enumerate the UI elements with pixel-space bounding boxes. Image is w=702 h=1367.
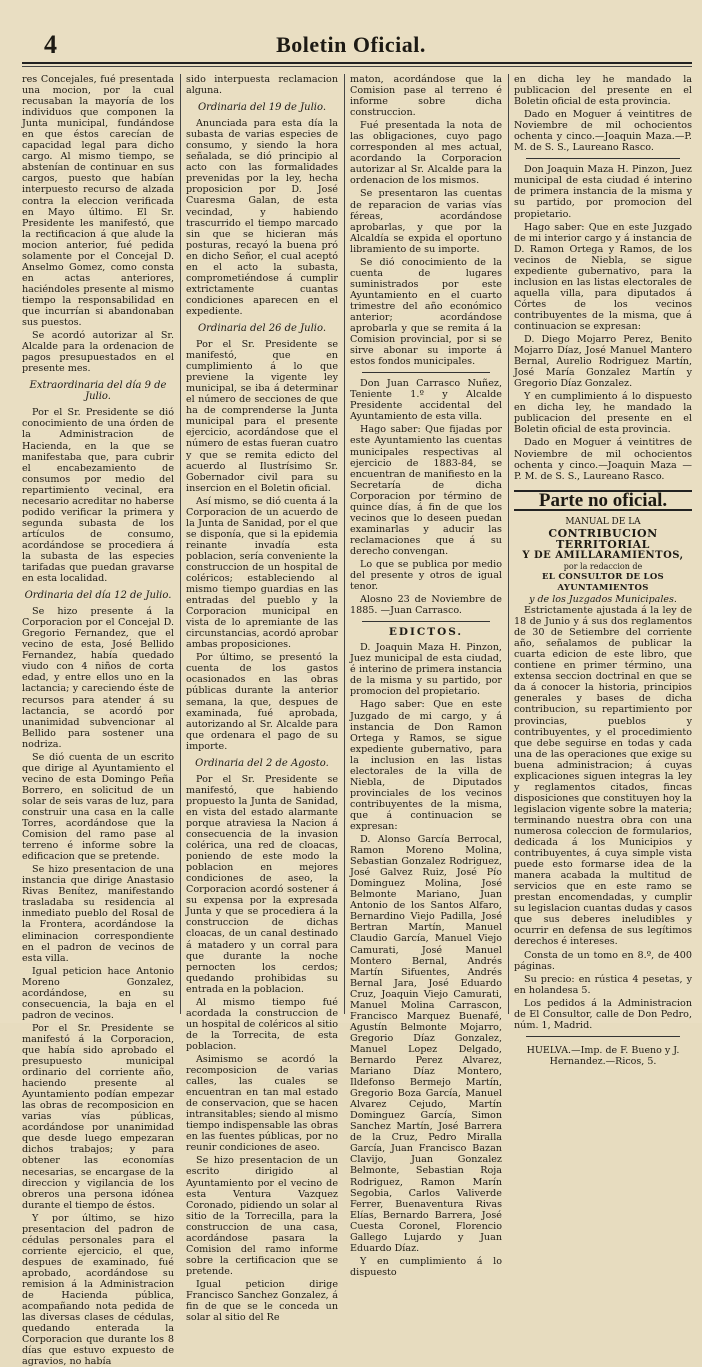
- paragraph: en dicha ley he mandado la publicacion del presente en el Boletin oficial de esta provincia.: [514, 74, 692, 108]
- header-rule-thin: [22, 66, 692, 67]
- paragraph: Dado en Moguer á veintitres de Noviembre de mil ochocientos ochenta y cinco.—Joaquin Maza.—P. M. de S. S., Laureano Rasco.: [514, 109, 692, 154]
- section-title-parte-no-oficial: Parte no oficial.: [514, 490, 692, 511]
- paragraph: Y en cumplimiento á lo dispuesto en dicha ley, he mandado la publicacion del presente en el Boletin oficial de esta provincia.: [514, 391, 692, 436]
- paragraph: Igual peticion hace Antonio Moreno Gonzalez, acordándose, en su consecuencia, la baja en el padron de vecinos.: [22, 965, 174, 1021]
- paragraph: Y en cumplimiento á lo dispuesto: [350, 1255, 502, 1278]
- section-heading: Ordinaria del 19 de Julio.: [197, 102, 327, 114]
- paragraph: res Concejales, fué presentada una mocion, por la cual recusaban la mayoría de los individuos que componen la Junta municipal, fundándose en que éstos carecían de capacidad legal para dicho cargo. Al mismo tiempo, se abstenían de continuar en sus cargos, puesto que habían interpuesto recurso de alzada contra la eleccion verificada en Mayo último. El Sr. Presidente les manifestó, que la rectificacion á que alude la mocion anterior, fué pedida solamente por el Concejal D. Anselmo Gomez, como consta en actas anteriores, haciéndoles presente al mismo tiempo la responsabilidad en que incurrían si abandonaban sus puestos.: [22, 74, 174, 329]
- advertisement-heading: [514, 517, 692, 605]
- paragraph: sido interpuesta reclamacion alguna.: [186, 74, 338, 97]
- paragraph: Fué presentada la nota de las obligaciones, cuyo pago corresponden al mes actual, acordando la Corporacion autorizar al Sr. Alcalde para la ordenacion de los mismos.: [350, 120, 502, 187]
- paragraph: Por el Sr. Presidente se manifestó á la Corporacion, que había sido aprobado el presupuesto municipal ordinario del corriente año, haciendo presente al Ayuntamiento podían empezar las obras de recomposicion en varias vías públicas, acordándose por unanimidad que desde luego empezaran dichos trabajos; y para obtener las economías necesarias, se encargase de la direccion y vigilancia de los obreros una persona idónea durante el tiempo de éstos.: [22, 1022, 174, 1211]
- paragraph: D. Alonso García Berrocal, Ramon Moreno Molina, Sebastian Gonzalez Rodriguez, José Galvez Ruiz, José Pío Dominguez Molina, José Belmonte Mariano, Juan Antonio de los Santos Alfaro, Bernardino Viejo Padilla, José Bertran Martín, Manuel Claudio García, Manuel Viejo Camurati, José Manuel Montero Bernal, Andrés Martín Sifuentes, Andrés Bernal Jara, José Eduardo Cruz, Joaquin Viejo Camurati, Manuel Molina Carrascon, Francisco Marquez Buenafé, Agustín Belmonte Mojarro, Gregorio Díaz Gonzalez, Manuel Lopez Delgado, Bernardo Perez Alvarez, Mariano Díaz Montero, Ildefonso Bermejo Martín, Gregorio Boza García, Manuel Alvarez Cejudo, Martín Dominguez García, Simon Sanchez Martín, José Barrera de la Cruz, Pedro Miralla García, Juan Francisco Bazan Clavijo, Juan Gonzalez Belmonte, Sebastian Roja Rodriguez, Ramon Marín Segobia, Carlos Valiverde Ferrer, Buenaventura Rivas Elías, Bernardo Barrera, José Cuesta Coronel, Florencio Gallego Lujardo y Juan Eduardo Díaz.: [350, 834, 502, 1254]
- column-divider: [344, 74, 345, 1014]
- paragraph: Por el Sr. Presidente se dió conocimiento de una órden de la Administracion de Hacienda, en la que se manifestaba que, para cubrir el encabezamiento de consumos por medio del repartimiento vecinal, era necesario acreditar no haberse podido verificar la primera y segunda subasta de los artículos de consumo, acordándose se procediera á la subasta de las especies tarifadas que puedan gravarse en esta localidad.: [22, 407, 174, 585]
- column-3: [350, 74, 502, 1278]
- paragraph: Por el Sr. Presidente se manifestó, que en cumplimiento á lo que previene la vigente ley municipal, se iba á determinar el número de secciones de que ha de comprenderse la Junta municipal para el presente ejercicio, acordándose que el número de estas fueran cuatro y que se remita edicto del acuerdo al Ilustrísimo Sr. Gobernador civil para su insercion en el Boletin oficial.: [186, 339, 338, 494]
- ad-line: Y DE AMILLARAMIENTOS,: [522, 549, 684, 561]
- paragraph: Su precio: en rústica 4 pesetas, y en holandesa 5.: [514, 973, 692, 996]
- paragraph: Y por último, se hizo presentacion del padron de cédulas personales para el corriente ejercicio, el que, despues de examinado, fué aprobado, acordándose su remision á la Administracion de Hacienda pública, acompañando nota pedida de las diversas clases de cédulas, quedando enterada la Corporacion que durante los 8 días que estuvo expuesto de agravios, no había: [22, 1212, 174, 1367]
- ad-line: y de los Juzgados Municipales.: [529, 594, 677, 606]
- paragraph: Por el Sr. Presidente se manifestó, que habiendo propuesto la Junta de Sanidad, en vista del estado alarmante porque atraviesa la Nacion á consecuencia de la invasion colérica, una red de cloacas, poniendo de este modo la poblacion en mejores condiciones de aseo, la Corporacion acordó sostener á su expensa por la expresada Junta y que se procediera á la construccion de dichas cloacas, de un canal destinado á matadero y un corral para que durante la noche pernocten los cerdos; quedando prohibidas su entrada en la poblacion.: [186, 773, 338, 995]
- paragraph: D. Joaquin Maza H. Pinzon, Juez municipal de esta ciudad, é interino de primera instancia de la misma y su partido, por promocion del propietario.: [350, 642, 502, 698]
- paragraph: Hago saber: Que en este Juzgado de mi interior cargo y á instancia de D. Ramon Ortega y Ramos, de los vecinos de Niebla, se sigue expediente gubernativo, para la inclusion en las listas electorales de aquella villa, para diputados á Córtes de los vecinos contribuyentes de la misma, que á continuacion se expresan:: [514, 221, 692, 332]
- section-heading: Ordinaria del día 12 de Julio.: [24, 590, 172, 602]
- ad-line: EL CONSULTOR DE LOS AYUNTAMIENTOS: [542, 571, 664, 593]
- section-divider: [362, 372, 490, 373]
- paragraph: Hago saber: Que fijadas por este Ayuntamiento las cuentas municipales respectivas al ejercicio de 1883-84, se encuentran de manifiesto en la Secretaría de dicha Corporacion por término de quince días, á fin de que los vecinos que lo deseen puedan examinarlas y aducir las reclamaciones que á su derecho convengan.: [350, 424, 502, 557]
- paragraph: Se hizo presentacion de un escrito dirigido al Ayuntamiento por el vecino de esta Ventura Vazquez Coronado, pidiendo un solar al sitio de la Torrecilla, para la construccion de una casa, acordándose pasara la Comision del ramo informe sobre la certificacion que se pretende.: [186, 1155, 338, 1277]
- paragraph: Se presentaron las cuentas de reparacion de varias vías féreas, acordándose aprobarlas, y que por la Alcaldía se expida el oportuno libramiento de su importe.: [350, 188, 502, 255]
- paragraph: Se hizo presente á la Corporacion por el Concejal D. Gregorio Fernandez, que el vecino de esta, José Bellido Fernandez, había quedado viudo con 4 niños de corta edad, y entre ellos uno en la lactancia; y careciendo éste de recursos para atender á su lactancia, se acordó por unanimidad subvencionar al Bellido para sostener una nodriza.: [22, 606, 174, 750]
- paragraph: Hago saber: Que en este Juzgado de mi cargo, y á instancia de Don Ramon Ortega y Ramos, se sigue expediente gubernativo, para la inclusion en las listas electorales de la villa de Niebla, de Diputados provinciales de los vecinos contribuyentes de la misma, que á continuacion se expresan:: [350, 699, 502, 832]
- paragraph: Asimismo se acordó la recomposicion de varias calles, las cuales se encuentran en tan mal estado de conservacion, que se hacen intransitables; siendo al mismo tiempo indispensable las obras en las fuentes públicas, por no reunir condiciones de aseo.: [186, 1053, 338, 1154]
- ad-line: MANUAL DE LA: [565, 516, 641, 527]
- paragraph: Consta de un tomo en 8.º, de 400 páginas.: [514, 949, 692, 972]
- printer-imprint: HUELVA.—Imp. de F. Bueno y J. Hernandez.—Ricos, 5.: [526, 1044, 680, 1067]
- paragraph: D. Diego Mojarro Perez, Benito Mojarro Díaz, José Manuel Mantero Bernal, Aurelio Rodriguez Martín, José María Gonzalez Martín y Gregorio Díaz Gonzalez.: [514, 334, 692, 390]
- paragraph: maton, acordándose que la Comision pase al terreno é informe sobre dicha construccion.: [350, 74, 502, 119]
- paragraph: Don Joaquin Maza H. Pinzon, Juez municipal de esta ciudad é interino de primera instancia de la misma y su partido, por promocion del propietario.: [514, 164, 692, 220]
- paragraph: Dado en Moguer á veintitres de Noviembre de mil ochocientos ochenta y cinco.—Joaquin Maza — P. M. de S. S., Laureano Rasco.: [514, 437, 692, 482]
- paragraph: Los pedidos á la Administracion de El Consultor, calle de Don Pedro, núm. 1, Madrid.: [514, 997, 692, 1031]
- section-divider: [526, 1036, 680, 1037]
- column-2: [186, 74, 338, 1324]
- paragraph: Se dió conocimiento de la cuenta de lugares suministrados por este Ayuntamiento en el cuarto trimestre del año económico anterior; acordándose aprobarla y que se remita á la Comision provincial, por si se sirve abonar su importe á estos fondos municipales.: [350, 256, 502, 368]
- section-divider: [526, 158, 680, 159]
- column-divider: [180, 74, 181, 1014]
- paragraph: Anunciada para esta día la subasta de varias especies de consumo, y siendo la hora señalada, se dió principio al acto con las formalidades prevenidas por la ley, hecha proposicion por D. José Cuaresma Galan, de esta vecindad, y habiendo trascurrido el tiempo marcado sin que se hicieran más posturas, recayó la buena pró en dicho Señor, el cual aceptó en el acto la subasta, comprometiéndose á cumplir extrictamente cuantas condiciones aparecen en el expediente.: [186, 118, 338, 317]
- ad-line: por la redaccion de: [563, 561, 643, 571]
- paragraph: Por último, se presentó la cuenta de los gastos ocasionados en las obras públicas durante la anterior semana, la que, despues de examinada, fué aprobada, autorizando al Sr. Alcalde para que ordenara el pago de su importe.: [186, 652, 338, 752]
- ad-line: CONTRIBUCION TERRITORIAL: [548, 526, 658, 551]
- column-4: [514, 74, 692, 1067]
- section-heading: Ordinaria del 2 de Agosto.: [195, 757, 329, 769]
- paragraph: Se dió cuenta de un escrito que dirige al Ayuntamiento el vecino de esta Domingo Peña Borrero, en solicitud de un solar de seis varas de luz, para construir una casa en la calle Torres, acordándose que la Comision del ramo pase al terreno é informe sobre la edificacion que se pretende.: [22, 751, 174, 863]
- paragraph: Se hizo presentacion de una instancia que dirige Anastasio Rivas Benítez, manifestando trasladaba su residencia al inmediato pueblo del Rosal de la Frontera, acordándose la eliminacion correspondiente en el padron de vecinos de esta villa.: [22, 864, 174, 964]
- paragraph: Así mismo, se dió cuenta á la Corporacion de un acuerdo de la Junta de Sanidad, por el que se disponía, que si la epidemia reinante invadía esta poblacion, sería conveniente la construccion de un hospital de coléricos; estableciendo al mismo tiempo guardias en las entradas del pueblo y la Corporacion municipal en vista de lo apremiante de las circunstancias, acordó aprobar ambas proposiciones.: [186, 495, 338, 651]
- paragraph: Lo que se publica por medio del presente y otros de igual tenor.: [350, 558, 502, 593]
- paragraph: Estrictamente ajustada á la ley de 18 de Junio y á sus dos reglamentos de 30 de Setiembre del corriente año, señalamos de publicar la cuarta edicion de este libro, que contiene en primer término, una extensa seccion doctrinal en que se da á conocer la historia, principios generales y bases de dicha contribucion, su repartimiento por provincias, pueblos y contribuyentes, y el procedimiento que debe seguirse en todas y cada una de las operaciones que exige su buena administracion; á cuyas explicaciones siguen integras la ley y reglamentos citados, fincas disposiciones que constituyen hoy la legislacion vigente sobre la materia; terminando nuestra obra con una numerosa coleccion de formularios, dedicada á los Municipios y contribuyentes, á cuya simple vista puede esto formarse idea de la manera acabada la multitud de servicios que en este ramo se prestan encomendadas, y cumplir su legislacion cuantas dudas y casos que sus deberes ineludibles y ocurrir en defensa de sus legítimos derechos é intereses.: [514, 605, 692, 948]
- paragraph: Don Juan Carrasco Nuñez, Teniente 1.º y Alcalde Presidente accidental del Ayuntamiento de esta villa.: [350, 378, 502, 423]
- edictos-heading: EDICTOS.: [388, 626, 464, 639]
- paragraph: Igual peticion dirige Francisco Sanchez Gonzalez, á fin de que se le conceda un solar al sitio del Re: [186, 1278, 338, 1324]
- paragraph: Se acordó autorizar al Sr. Alcalde para la ordenacion de pagos presupuestados en el presente mes.: [22, 330, 174, 375]
- signature: Alosno 23 de Noviembre de 1885. —Juan Carrasco.: [350, 594, 502, 617]
- section-divider: [362, 621, 490, 622]
- newspaper-title: Boletin Oficial.: [276, 32, 426, 57]
- paragraph: Al mismo tiempo fué acordada la construccion de un hospital de coléricos al sitio de la Torrecita, de esta poblacion.: [186, 996, 338, 1052]
- section-heading: Extraordinaria del día 9 de Julio.: [29, 380, 167, 403]
- column-1: [22, 74, 174, 1367]
- section-heading: Ordinaria del 26 de Julio.: [197, 322, 327, 334]
- page-number: 4: [44, 30, 57, 59]
- column-divider: [508, 74, 509, 1014]
- header-rule: [22, 62, 692, 64]
